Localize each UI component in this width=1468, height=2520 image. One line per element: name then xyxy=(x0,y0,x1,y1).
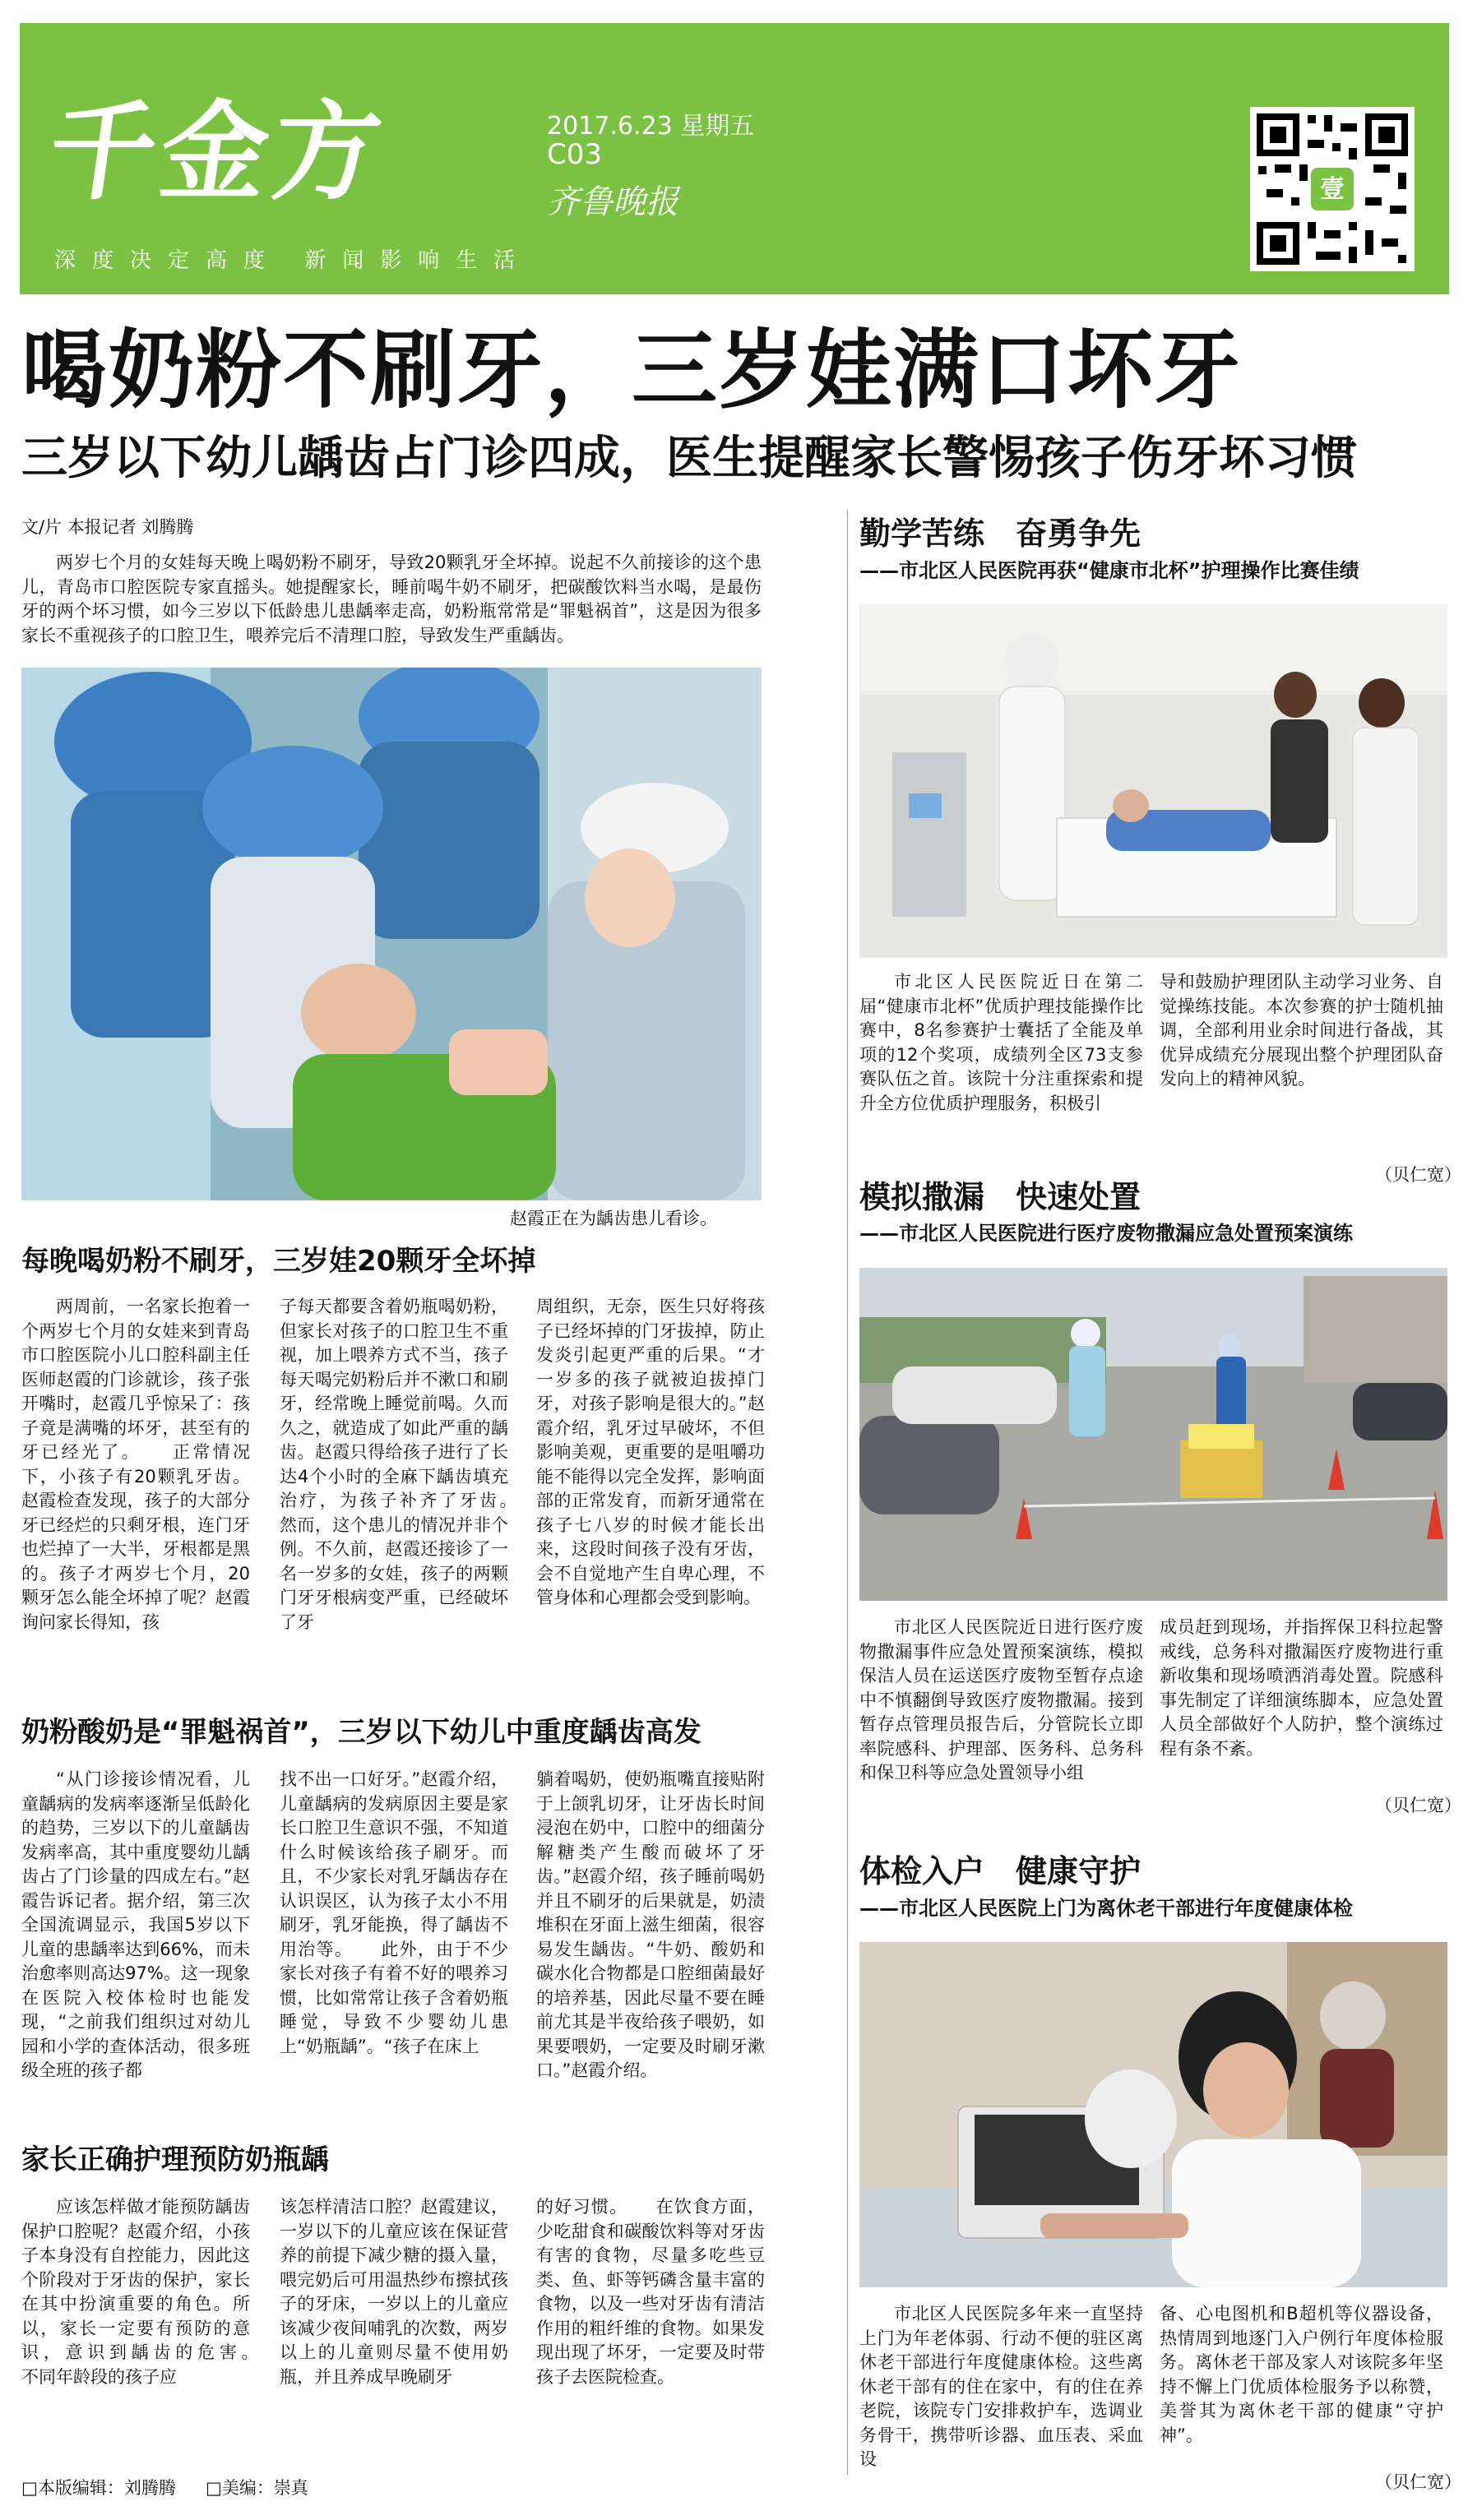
lead-paragraph: 两岁七个月的女娃每天晚上喝奶粉不刷牙，导致20颗乳牙全坏掉。说起不久前接诊的这个患儿，青岛市口腔医院专家直摇头。她提醒家长，睡前喝牛奶不刷牙，把碳酸饮料当水喝，是最伤牙的两个坏习惯，如今三岁以下低龄患儿患龋率走高，奶粉瓶常常是“罪魁祸首”，这是因为很多家长不重视孩子的口腔卫生，喂养完后不清理口腔，导致发生严重龋齿。 xyxy=(21,553,762,645)
section-heading: 每晚喝奶粉不刷牙，三岁娃20颗牙全坏掉 xyxy=(21,1245,536,1278)
section-heading: 家长正确护理预防奶瓶龋 xyxy=(21,2143,329,2176)
side-article-column: 成员赶到现场，并指挥保卫科拉起警戒线，总务科对撒漏医疗废物进行重新收集和现场喷洒消毒处置。院感科事先制定了详细演练脚本，应急处置人员全部做好个人防护，整个演练过程有条不紊。 xyxy=(1160,1617,1443,1759)
side-article-subtitle: ——市北区人民医院上门为离休老干部进行年度健康体检 xyxy=(859,1897,1353,1920)
byline: 文/片 本报记者 刘腾腾 xyxy=(21,517,194,537)
masthead-slogan: 深度决定高度 新闻影响生活 xyxy=(54,248,532,273)
footer-designer: □美编：崇真 xyxy=(206,2478,308,2498)
svg-text:壹: 壹 xyxy=(1320,175,1345,204)
side-article-subtitle: ——市北区人民医院进行医疗废物撒漏应急处置预案演练 xyxy=(859,1222,1353,1245)
qr-code-icon xyxy=(1250,107,1415,271)
side-article-column: 导和鼓励护理团队主动学习业务、自觉操练技能。本次参赛的护士随机抽调，全部利用业余时间进行备战，其优异成绩充分展现出整个护理团队奋发向上的精神风貌。 xyxy=(1160,972,1443,1089)
footer-editor: □本版编辑：刘腾腾 xyxy=(21,2478,176,2498)
nursing-contest-photo xyxy=(859,604,1447,958)
article-column: 子每天都要含着奶瓶喝奶粉，但家长对孩子的口腔卫生不重视，加上喂养方式不当，孩子每天喝完奶粉后并不漱口和刷牙，经常晚上睡觉前喝。久而久之，就造成了如此严重的龋齿。赵霞只得给孩子进行了长达4个小时的全麻下龋齿填充治疗，为孩子补齐了牙齿。 然而，这个患儿的情况并非个例。不久前，赵霞还接诊了一名一岁多的女娃，孩子的两颗门牙牙根病变严重，已经破坏了牙 xyxy=(280,1297,543,1632)
side-article-title: 勤学苦练 奋勇争先 xyxy=(859,516,1142,552)
sub-headline: 三岁以下幼儿龋齿占门诊四成，医生提醒家长警惕孩子伤牙坏习惯 xyxy=(21,432,1357,485)
section-heading: 奶粉酸奶是“罪魁祸首”，三岁以下幼儿中重度龋齿高发 xyxy=(21,1716,702,1749)
home-checkup-photo xyxy=(859,1942,1447,2287)
dentist-photo xyxy=(21,668,762,1200)
side-article-column: 市北区人民医院多年来一直坚持上门为年老体弱、行动不便的驻区离休老干部进行年度健康体检。这些离休老干部有的住在家中，有的住在养老院，该院专门安排救护车，选调业务骨干，携带听诊器、血压表、采血设 xyxy=(859,2304,1143,2469)
article-column: 该怎样清洁口腔？赵霞建议，一岁以下的儿童应该在保证营养的前提下减少糖的摄入量，喂完奶后可用温热纱布擦拭孩子的牙床，一岁以上的儿童应该减少夜间哺乳的次数，两岁以上的儿童则尽量不使用奶瓶，并且养成早晚刷牙 xyxy=(280,2197,508,2387)
article-column: 躺着喝奶，使奶瓶嘴直接贴附于上颌乳切牙，让牙齿长时间浸泡在奶中，口腔中的细菌分解糖类产生酸而破坏了牙齿。”赵霞介绍，孩子睡前喝奶并且不刷牙的后果就是，奶渍堆积在牙面上滋生细菌，很容易发生龋齿。“牛奶、酸奶和碳水化合物都是口腔细菌最好的培养基，因此尽量不要在睡前尤其是半夜给孩子喂奶，如果要喂奶，一定要及时刷牙漱口。”赵霞介绍。 xyxy=(536,1769,765,2080)
article-credit: （贝仁宽） xyxy=(1375,1796,1461,1815)
main-headline: 喝奶粉不刷牙，三岁娃满口坏牙 xyxy=(21,320,1243,420)
side-article-column: 备、心电图机和B超机等仪器设备，热情周到地逐门入户例行年度体检服务。离休老干部及家人对该院多年坚持不懈上门优质体检服务予以称赞，美誉其为离休老干部的健康“守护神”。 xyxy=(1160,2304,1443,2445)
article-column: 找不出一口好牙。”赵霞介绍，儿童龋病的发病原因主要是家长口腔卫生意识不强，不知道什么时候该给孩子刷牙。而且，不少家长对乳牙龋齿存在认识误区，认为孩子太小不用刷牙，乳牙能换，得了龋齿不用治等。 此外，由于不少家长对孩子有着不好的喂养习惯，比如常常让孩子含着奶瓶睡觉，导致不少婴幼儿患上“奶瓶龋”。“孩子在床上 xyxy=(280,1769,508,2056)
newspaper-name: 齐鲁晚报 xyxy=(547,183,678,221)
photo-caption: 赵霞正在为龋齿患儿看诊。 xyxy=(510,1209,717,1228)
issue-date: 2017.6.23 星期五 xyxy=(547,112,755,141)
article-column: 两周前，一名家长抱着一个两岁七个月的女娃来到青岛市口腔医院小儿口腔科副主任医师赵霞的门诊就诊，孩子张开嘴时，赵霞几乎惊呆了：孩子竟是满嘴的坏牙，甚至有的牙已经光了。 正常情况下，小孩子有20颗乳牙齿。赵霞检查发现，孩子的大部分牙已经烂的只剩牙根，连门牙也烂掉了一大半，牙根都是黑的。孩子才两岁七个月，20颗牙怎么能全坏掉了呢？赵霞询问家长得知，孩 xyxy=(21,1297,250,1632)
side-article-title: 模拟撒漏 快速处置 xyxy=(859,1179,1142,1215)
page-number: C03 xyxy=(547,138,603,171)
article-column: 应该怎样做才能预防龋齿保护口腔呢？赵霞介绍，小孩子本身没有自控能力，因此这个阶段对于牙齿的保护，家长在其中扮演重要的角色。所以，家长一定要有预防的意识，意识到龋齿的危害。 不同年龄段的孩子应 xyxy=(21,2197,285,2387)
article-column: 的好习惯。 在饮食方面，少吃甜食和碳酸饮料等对牙齿有害的食物，尽量多吃些豆类、鱼、虾等钙磷含量丰富的食物，以及一些对牙齿有清洁作用的粗纤维的食物。如果发现出现了坏牙，一定要及时带孩子去医院检查。 xyxy=(536,2197,765,2387)
article-credit: （贝仁宽） xyxy=(1375,1165,1461,1185)
waste-drill-photo xyxy=(859,1268,1447,1601)
article-credit: （贝仁宽） xyxy=(1375,2472,1461,2492)
side-article-title: 体检入户 健康守护 xyxy=(859,1853,1142,1889)
article-column: “从门诊接诊情况看，儿童龋病的发病率逐渐呈低龄化的趋势，三岁以下的儿童龋齿发病率高，其中重度婴幼儿龋齿占了门诊量的四成左右。”赵霞告诉记者。据介绍，第三次全国流调显示，我国5岁以下儿童的患龋率达到66%，而未治愈率则高达97%。这一现象在医院入校体检时也能发现，“之前我们组织过对幼儿园和小学的查体活动，很多班级全班的孩子都 xyxy=(21,1769,250,2080)
section-logo: 千金方 xyxy=(40,90,394,215)
article-column: 周组织，无奈，医生只好将孩子已经坏掉的门牙拔掉，防止发炎引起更严重的后果。“才一岁多的孩子就被迫拔掉门牙，对孩子影响是很大的。”赵霞介绍，乳牙过早破坏，不但影响美观，更重要的是咀嚼功能不能得以完全发挥，影响面部的正常发育，而新牙通常在孩子七八岁的时候才能长出来，这段时间孩子没有牙齿，会不自觉地产生自卑心理，不管身体和心理都会受到影响。 xyxy=(536,1297,765,1607)
side-article-column: 市北区人民医院近日进行医疗废物撒漏事件应急处置预案演练，模拟保洁人员在运送医疗废物至暂存点途中不慎翻倒导致医疗废物撒漏。接到暂存点管理员报告后，分管院长立即率院感科、护理部、医务科、总务科和保卫科等应急处置领导小组 xyxy=(859,1617,1143,1782)
side-article-column: 市北区人民医院近日在第二届“健康市北杯”优质护理技能操作比赛中，8名参赛护士囊括了全能及单项的12个奖项，成绩列全区73支参赛队伍之首。该院十分注重探索和提升全方位优质护理服务，积极引 xyxy=(859,972,1143,1113)
column-divider xyxy=(847,510,848,2475)
side-article-subtitle: ——市北区人民医院再获“健康市北杯”护理操作比赛佳绩 xyxy=(859,559,1359,582)
